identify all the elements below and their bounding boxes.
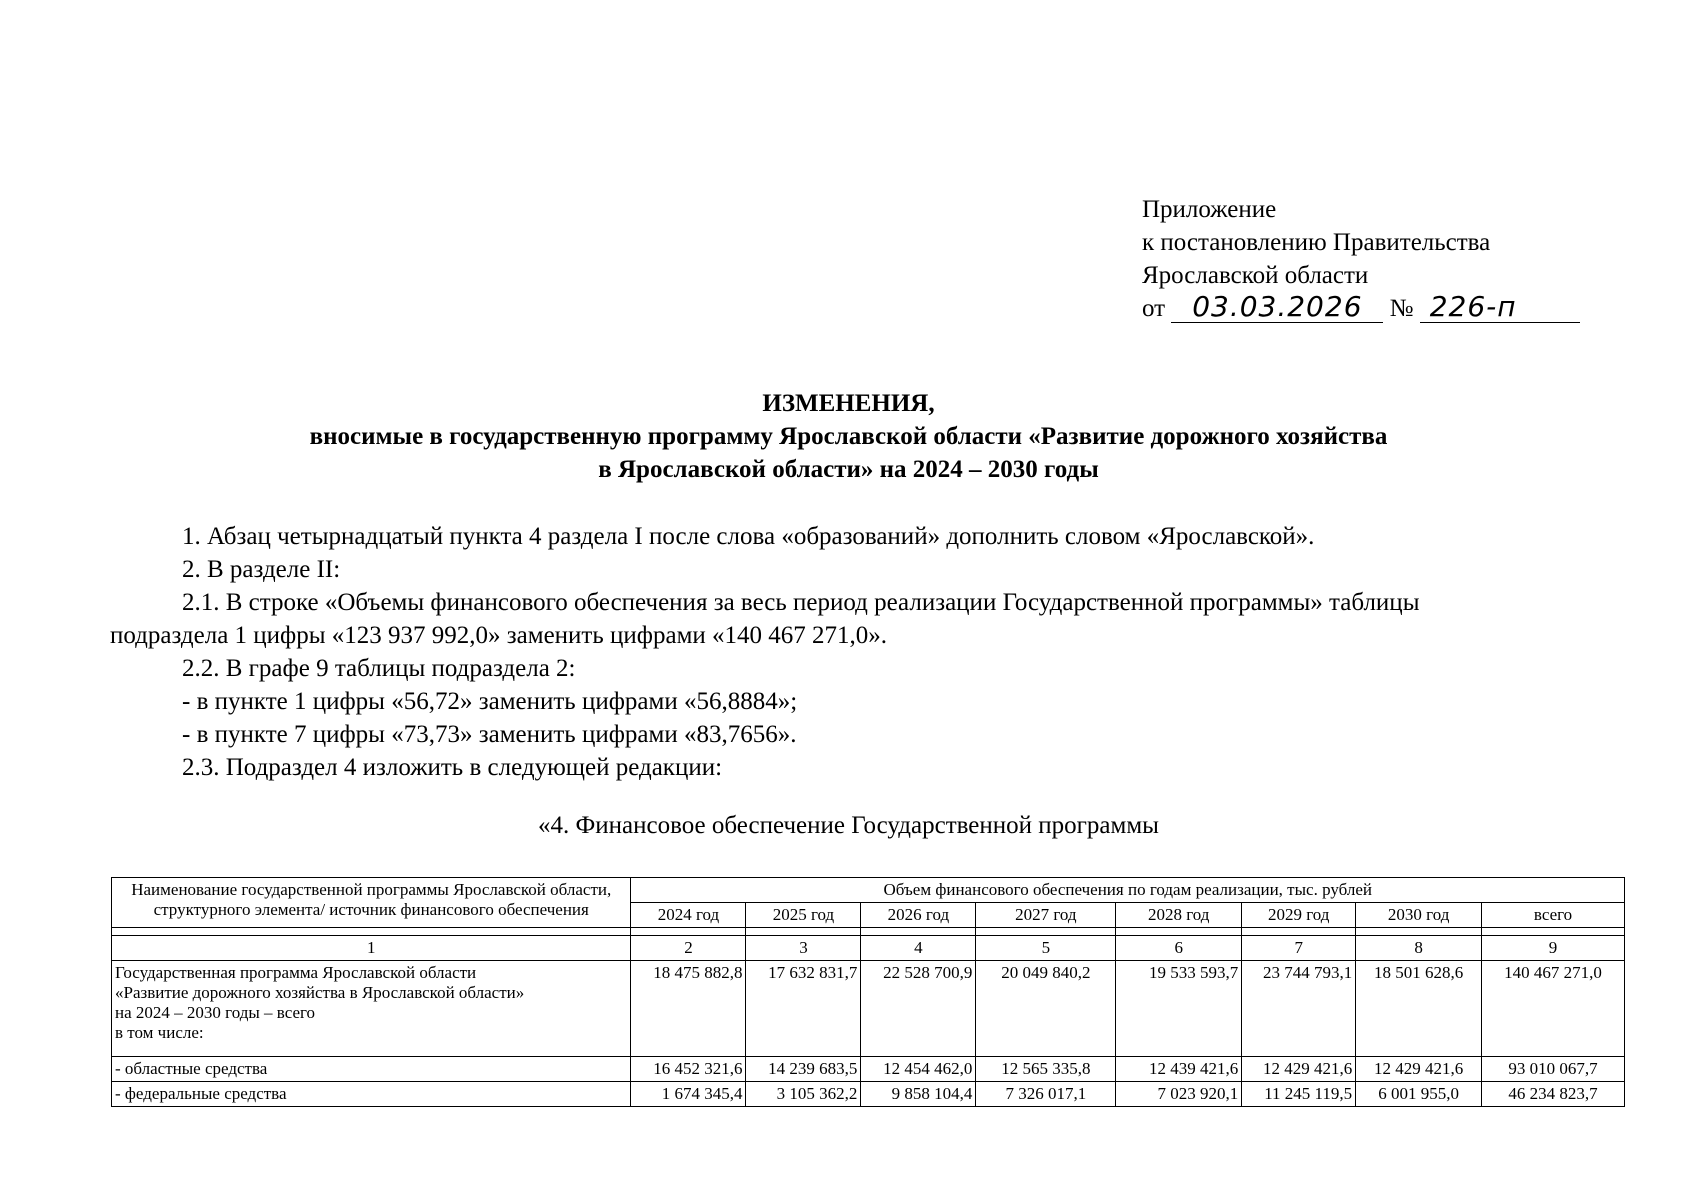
value-cell: 18 501 628,6 [1356,961,1482,1057]
paragraph-3a: 2.1. В строке «Объемы финансового обеспечения за весь период реализации Государственной программы» таблицы [182,589,1420,616]
handwritten-number: 226-п [1420,292,1580,323]
year-header: 2024 год [631,903,746,928]
year-header: 2029 год [1242,903,1356,928]
value-cell: 12 429 421,6 [1242,1057,1356,1082]
value-cell: 19 533 593,7 [1116,961,1242,1057]
header-volume-cell: Объем финансового обеспечения по годам реализации, тыс. рублей [631,878,1625,903]
value-cell: 46 234 823,7 [1482,1082,1625,1107]
value-cell: 18 475 882,8 [631,961,746,1057]
column-number-row [112,936,1625,961]
attachment-line-2: к постановлению Правительства [1142,229,1491,256]
column-number: 6 [1116,936,1242,961]
table-row-program-total [112,961,1625,1057]
row-name-cell: - областные средства [112,1057,631,1082]
column-number: 1 [112,936,631,961]
row-name-cell [112,961,631,1057]
section-subtitle: «4. Финансовое обеспечение Государственной программы [538,812,1159,839]
paragraph-6: - в пункте 7 цифры «73,73» заменить цифрами «83,7656». [182,721,797,748]
paragraph-5: - в пункте 1 цифры «56,72» заменить цифрами «56,8884»; [182,688,798,715]
column-number: 2 [631,936,746,961]
document-heading [0,387,1697,486]
value-cell: 9 858 104,4 [861,1082,976,1107]
document-body [110,520,1590,784]
number-label: № [1389,295,1414,322]
column-number: 7 [1242,936,1356,961]
attachment-line-1: Приложение [1142,196,1277,223]
value-cell: 14 239 683,5 [746,1057,861,1082]
value-cell: 16 452 321,6 [631,1057,746,1082]
year-header: 2027 год [976,903,1116,928]
table-row-regional-funds [112,1057,1625,1082]
header-name-cell: Наименование государственной программы Ярославской области, структурного элемента/ источник финансового обеспечения [112,878,631,928]
row-name-line: «Развитие дорожного хозяйства в Ярославской области» [115,983,525,1002]
value-cell: 23 744 793,1 [1242,961,1356,1057]
value-cell: 3 105 362,2 [746,1082,861,1107]
column-number: 8 [1356,936,1482,961]
row-name-line: на 2024 – 2030 годы – всего [115,1003,316,1022]
paragraph-1: 1. Абзац четырнадцатый пункта 4 раздела I после слова «образований» дополнить словом «Ярославской». [182,523,1315,550]
value-cell: 7 326 017,1 [976,1082,1116,1107]
heading-line-3: в Ярославской области» на 2024 – 2030 годы [598,456,1099,483]
value-cell: 7 023 920,1 [1116,1082,1242,1107]
table-header-row-1 [112,878,1625,903]
table-row-federal-funds [112,1082,1625,1107]
column-number: 5 [976,936,1116,961]
year-header: 2026 год [861,903,976,928]
attachment-block [1142,193,1580,325]
row-name-line: Государственная программа Ярославской области [115,963,477,982]
value-cell: 20 049 840,2 [976,961,1116,1057]
column-number: 9 [1482,936,1625,961]
value-cell: 93 010 067,7 [1482,1057,1625,1082]
column-number: 4 [861,936,976,961]
attachment-date-line [1142,292,1580,325]
column-number: 3 [746,936,861,961]
paragraph-4: 2.2. В графе 9 таблицы подраздела 2: [182,655,576,682]
paragraph-2: 2. В разделе II: [182,556,341,583]
heading-title: ИЗМЕНЕНИЯ, [762,390,935,417]
heading-line-2: вносимые в государственную программу Ярославской области «Развитие дорожного хозяйства [309,423,1388,450]
year-header: 2028 год [1116,903,1242,928]
table-gap-row [112,928,1625,936]
from-label: от [1142,295,1166,322]
value-cell: 12 454 462,0 [861,1057,976,1082]
attachment-line-3: Ярославской области [1142,262,1369,289]
value-cell: 17 632 831,7 [746,961,861,1057]
financing-table [111,877,1625,1107]
paragraph-3b: подраздела 1 цифры «123 937 992,0» заменить цифрами «140 467 271,0». [110,622,888,649]
value-cell: 22 528 700,9 [861,961,976,1057]
value-cell: 12 439 421,6 [1116,1057,1242,1082]
row-name-cell: - федеральные средства [112,1082,631,1107]
value-cell: 140 467 271,0 [1482,961,1625,1057]
value-cell: 12 429 421,6 [1356,1057,1482,1082]
value-cell: 1 674 345,4 [631,1082,746,1107]
year-header: 2030 год [1356,903,1482,928]
handwritten-date: 03.03.2026 [1171,292,1383,323]
total-header: всего [1482,903,1625,928]
row-name-line: в том числе: [115,1023,204,1042]
paragraph-7: 2.3. Подраздел 4 изложить в следующей редакции: [182,754,723,781]
value-cell: 12 565 335,8 [976,1057,1116,1082]
value-cell: 11 245 119,5 [1242,1082,1356,1107]
year-header: 2025 год [746,903,861,928]
value-cell: 6 001 955,0 [1356,1082,1482,1107]
